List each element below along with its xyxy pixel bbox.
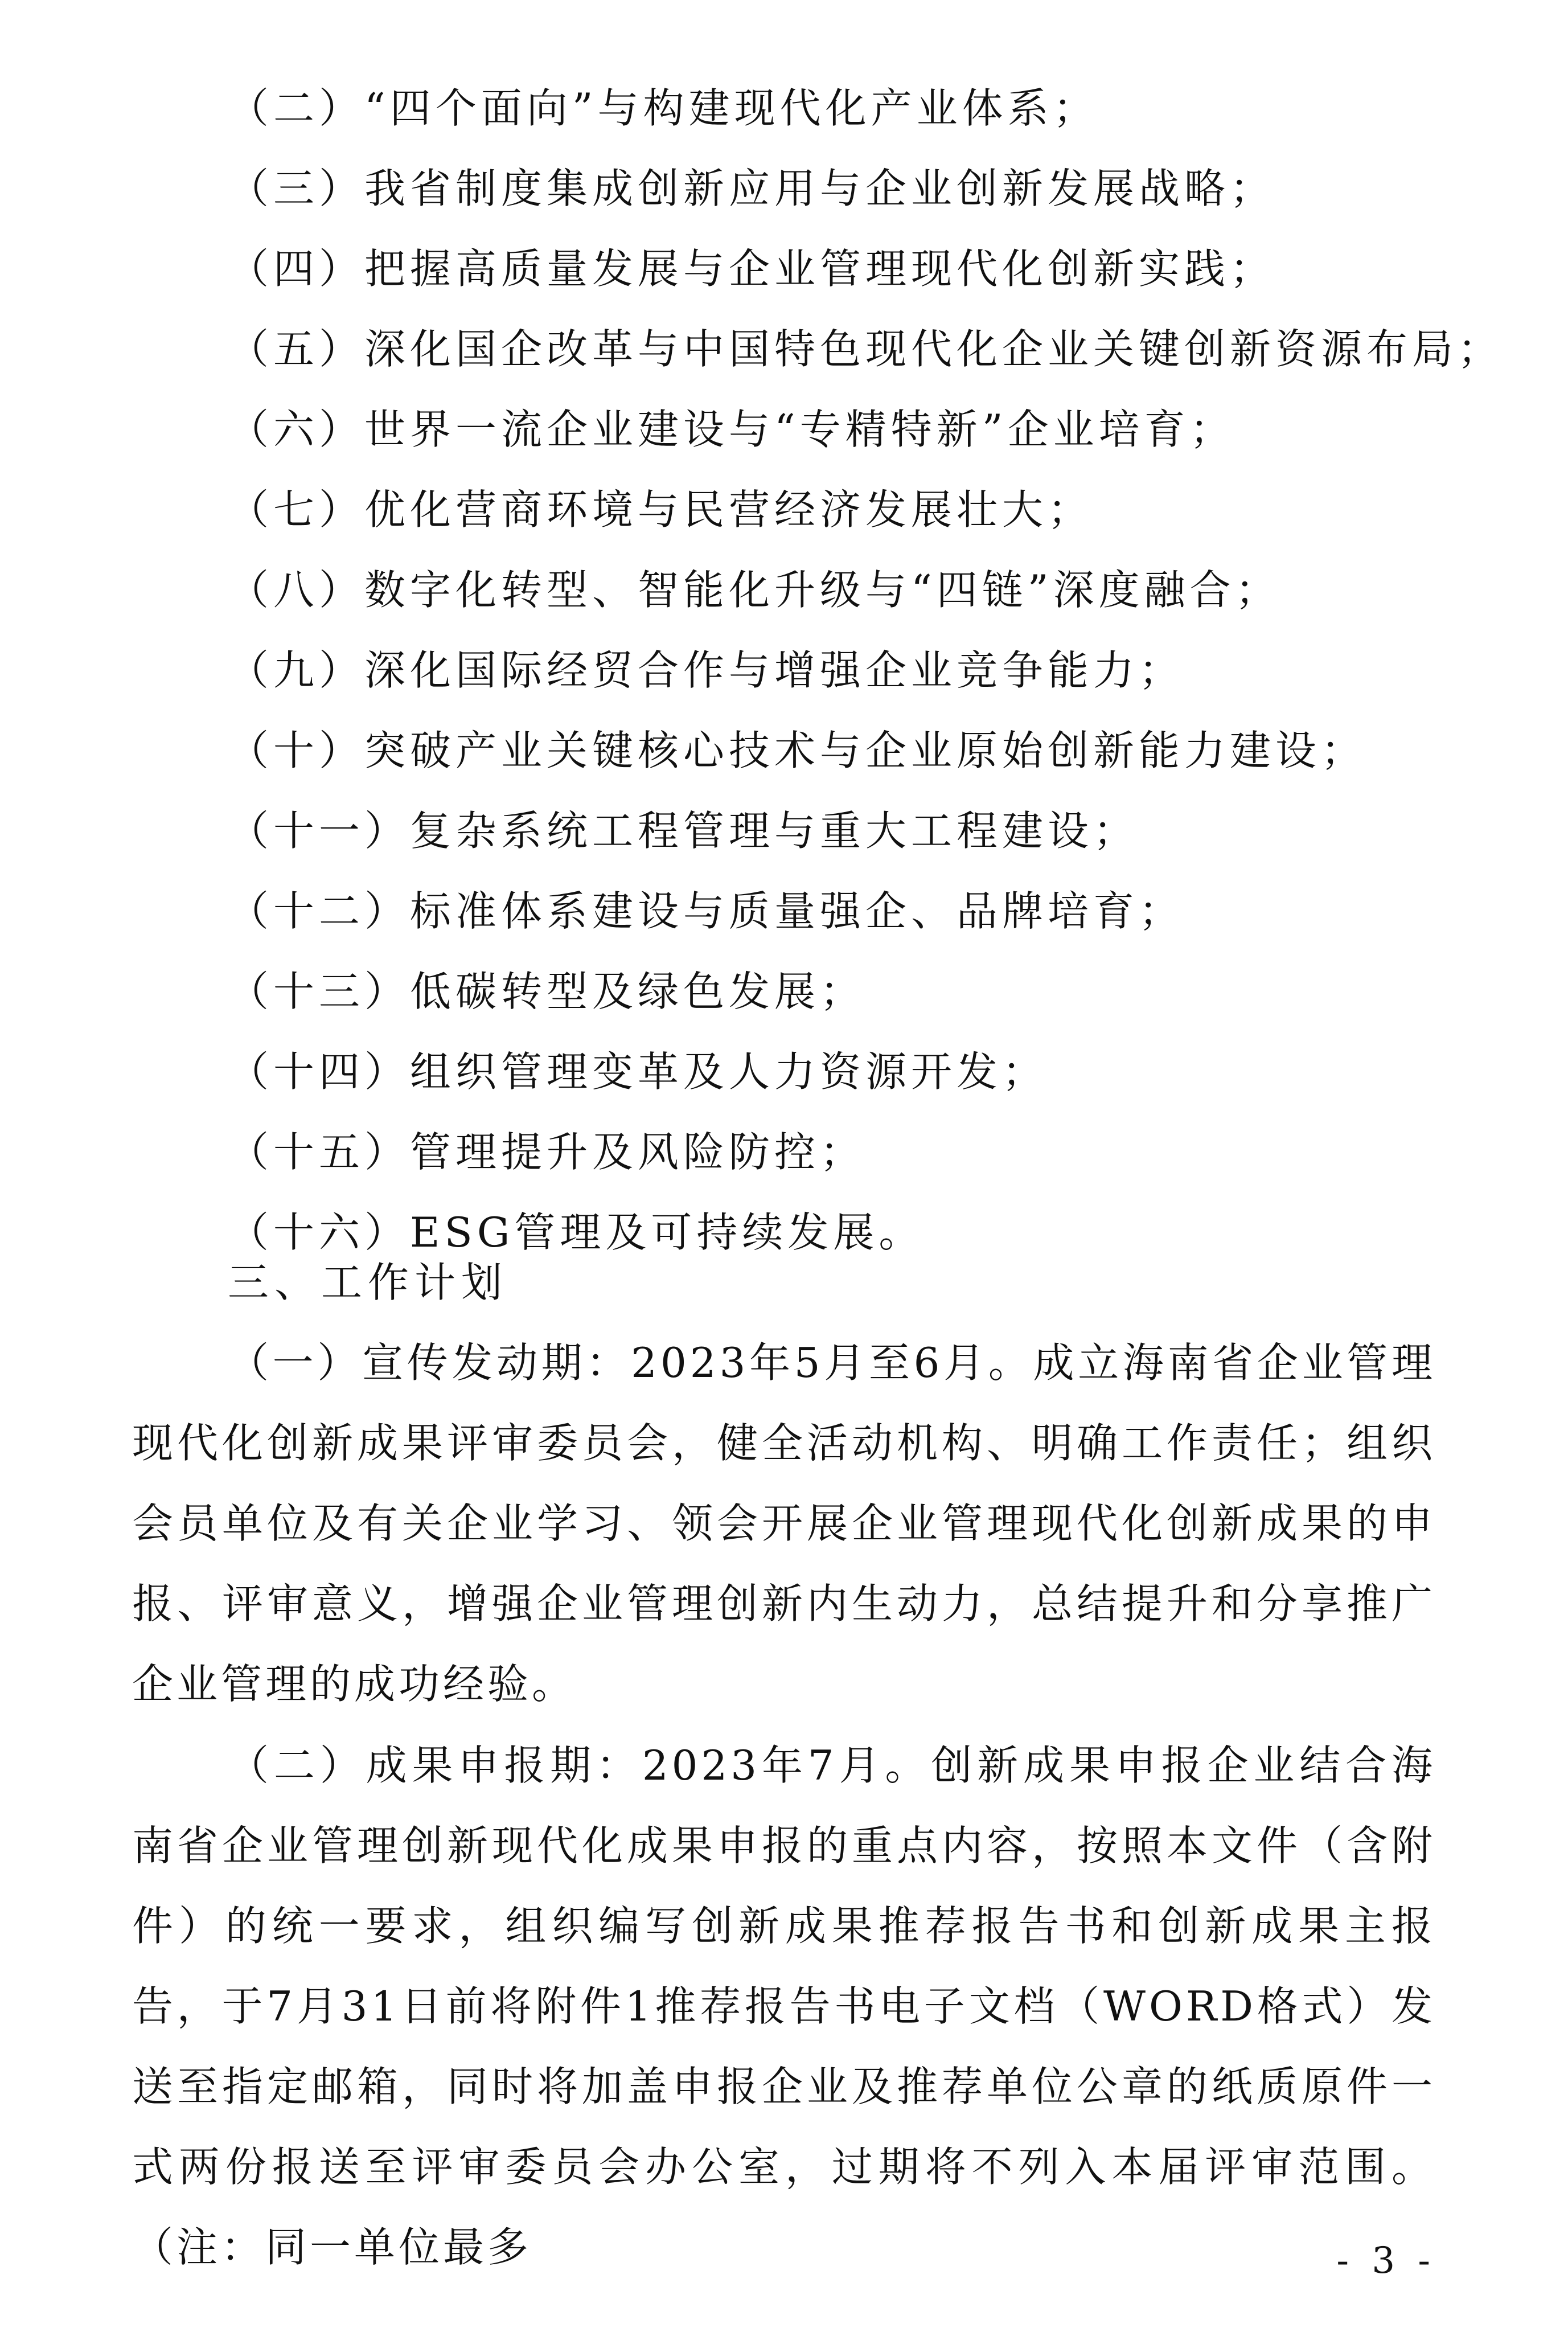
- list-item: （四）把握高质量发展与企业管理现代化创新实践；: [228, 245, 1276, 293]
- list-item: （十二）标准体系建设与质量强企、品牌培育；: [228, 887, 1185, 935]
- list-item: （五）深化国企改革与中国特色现代化企业关键创新资源布局；: [228, 325, 1504, 373]
- topic-list: [228, 68, 1509, 1273]
- page-number: - 3 -: [1336, 2240, 1436, 2282]
- list-item: （二）“四个面向”与构建现代化产业体系；: [228, 84, 1099, 132]
- list-item: （十四）组织管理变革及人力资源开发；: [228, 1048, 1048, 1096]
- list-item: （十六）ESG管理及可持续发展。: [228, 1208, 925, 1256]
- list-item: （九）深化国际经贸合作与增强企业竞争能力；: [228, 646, 1185, 694]
- list-item: （十）突破产业关键核心技术与企业原始创新能力建设；: [228, 727, 1367, 774]
- list-item: （三）我省制度集成创新应用与企业创新发展战略；: [228, 165, 1276, 212]
- list-item: （八）数字化转型、智能化升级与“四链”深度融合；: [228, 566, 1281, 614]
- list-item: （十五）管理提升及风险防控；: [228, 1128, 866, 1176]
- section-heading: 三、工作计划: [228, 1259, 508, 1306]
- list-item: （十三）低碳转型及绿色发展；: [228, 968, 866, 1015]
- paragraph-application-phase: （二）成果申报期：2023年7月。创新成果申报企业结合海南省企业管理创新现代化成果申报的重点内容，按照本文件（含附件）的统一要求，组织编写创新成果推荐报告书和创新成果主报告，于7月31日前将附件1推荐报告书电子文档（WORD格式）发送至指定邮箱，同时将加盖申报企业及推荐单位公章的纸质原件一式两份报送至评审委员会办公室，过期将不列入本届评审范围。（注：同一单位最多: [132, 1741, 1436, 2271]
- list-item: （六）世界一流企业建设与“专精特新”企业培育；: [228, 405, 1235, 453]
- list-item: （十一）复杂系统工程管理与重大工程建设；: [228, 807, 1139, 855]
- list-item: （七）优化营商环境与民营经济发展壮大；: [228, 486, 1094, 534]
- paragraph-publicity-phase: （一）宣传发动期：2023年5月至6月。成立海南省企业管理现代化创新成果评审委员会，健全活动机构、明确工作责任；组织会员单位及有关企业学习、领会开展企业管理现代化创新成果的申报、评审意义，增强企业管理创新内生动力，总结提升和分享推广企业管理的成功经验。: [132, 1339, 1436, 1708]
